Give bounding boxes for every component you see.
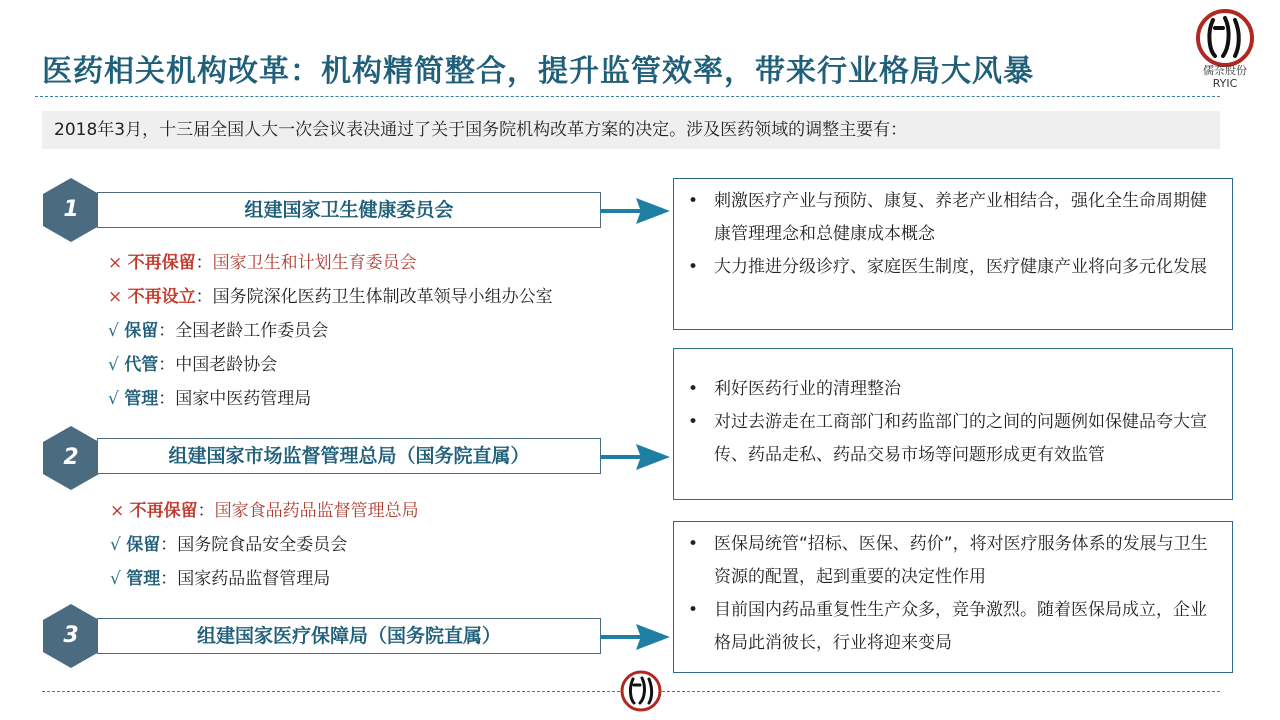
item-key: 保留 <box>126 535 161 555</box>
item-sep: ： <box>197 501 215 521</box>
item-value: 国家药品监督管理局 <box>177 569 331 589</box>
list-item <box>110 562 419 596</box>
check-mark-icon: √ <box>108 355 119 375</box>
item-key: 管理 <box>126 569 161 589</box>
item-sep: ： <box>160 569 178 589</box>
footer-logo-icon <box>619 669 663 713</box>
item-key: 不再保留 <box>127 253 196 273</box>
item-key: 不再设立 <box>127 287 196 307</box>
list-item <box>108 246 553 280</box>
item-key: 不再保留 <box>129 501 198 521</box>
item-sep: ： <box>158 355 176 375</box>
logo-text <box>1190 64 1260 90</box>
item-value: 国家卫生和计划生育委员会 <box>212 253 417 273</box>
top-divider <box>35 96 1220 97</box>
impact-bullet: • 医保局统管“招标、医保、药价”，将对医疗服务体系的发展与卫生资源的配置，起到重要的决定性作用 <box>684 528 1218 594</box>
item-value: 国家食品药品监督管理总局 <box>214 501 419 521</box>
impact-bullet: • 对过去游走在工商部门和药监部门的之间的问题例如保健品夸大宣传、药品走私、药品交易市场等问题形成更有效监管 <box>684 406 1218 472</box>
item-key: 管理 <box>124 389 159 409</box>
list-item <box>108 348 553 382</box>
impact-bullet: • 利好医药行业的清理整治 <box>684 373 1218 406</box>
check-mark-icon: √ <box>108 321 119 341</box>
item-sep: ： <box>195 287 213 307</box>
cross-mark-icon: × <box>110 501 125 521</box>
section-2-number: 2 <box>63 445 79 470</box>
impact-bullet: • 大力推进分级诊疗、家庭医生制度，医疗健康产业将向多元化发展 <box>684 251 1218 284</box>
section-1-heading: 组建国家卫生健康委员会 <box>97 192 601 228</box>
section-2-items <box>110 494 419 596</box>
section-1-number: 1 <box>63 197 79 222</box>
item-key: 代管 <box>124 355 159 375</box>
logo-name: 儒奈股份 <box>1203 64 1247 77</box>
section-3-arrow <box>600 620 672 654</box>
check-mark-icon: √ <box>110 569 121 589</box>
item-value: 国务院深化医药卫生体制改革领导小组办公室 <box>212 287 553 307</box>
list-item <box>110 494 419 528</box>
item-sep: ： <box>158 389 176 409</box>
list-item <box>108 314 553 348</box>
item-value: 国务院食品安全委员会 <box>177 535 348 555</box>
section-1-items <box>108 246 553 416</box>
section-3-impact-box <box>673 521 1233 673</box>
check-mark-icon: √ <box>110 535 121 555</box>
section-3-number: 3 <box>63 623 79 648</box>
cross-mark-icon: × <box>108 253 123 273</box>
impact-bullet: • 目前国内药品重复性生产众多，竞争激烈。随着医保局成立，企业格局此消彼长，行业将迎来变局 <box>684 594 1218 660</box>
section-2-heading: 组建国家市场监督管理总局（国务院直属） <box>97 438 601 474</box>
section-2-impact-box <box>673 348 1233 500</box>
item-sep: ： <box>195 253 213 273</box>
logo-abbr: RYIC <box>1212 77 1238 90</box>
cross-mark-icon: × <box>108 287 123 307</box>
list-item <box>108 280 553 314</box>
item-sep: ： <box>160 535 178 555</box>
impact-bullet: • 刺激医疗产业与预防、康复、养老产业相结合，强化全生命周期健康管理理念和总健康成本概念 <box>684 185 1218 251</box>
item-key: 保留 <box>124 321 159 341</box>
list-item <box>108 382 553 416</box>
check-mark-icon: √ <box>108 389 119 409</box>
section-1-impact-box <box>673 178 1233 330</box>
item-value: 中国老龄协会 <box>175 355 278 375</box>
item-sep: ： <box>158 321 176 341</box>
intro-banner: 2018年3月，十三届全国人大一次会议表决通过了关于国务院机构改革方案的决定。涉及医药领域的调整主要有： <box>42 111 1220 149</box>
item-value: 国家中医药管理局 <box>175 389 312 409</box>
item-value: 全国老龄工作委员会 <box>175 321 329 341</box>
page-title: 医药相关机构改革：机构精简整合，提升监管效率，带来行业格局大风暴 <box>42 54 1034 89</box>
section-3-heading: 组建国家医疗保障局（国务院直属） <box>97 618 601 654</box>
section-1-arrow <box>600 194 672 228</box>
list-item <box>110 528 419 562</box>
section-2-arrow <box>600 440 672 474</box>
